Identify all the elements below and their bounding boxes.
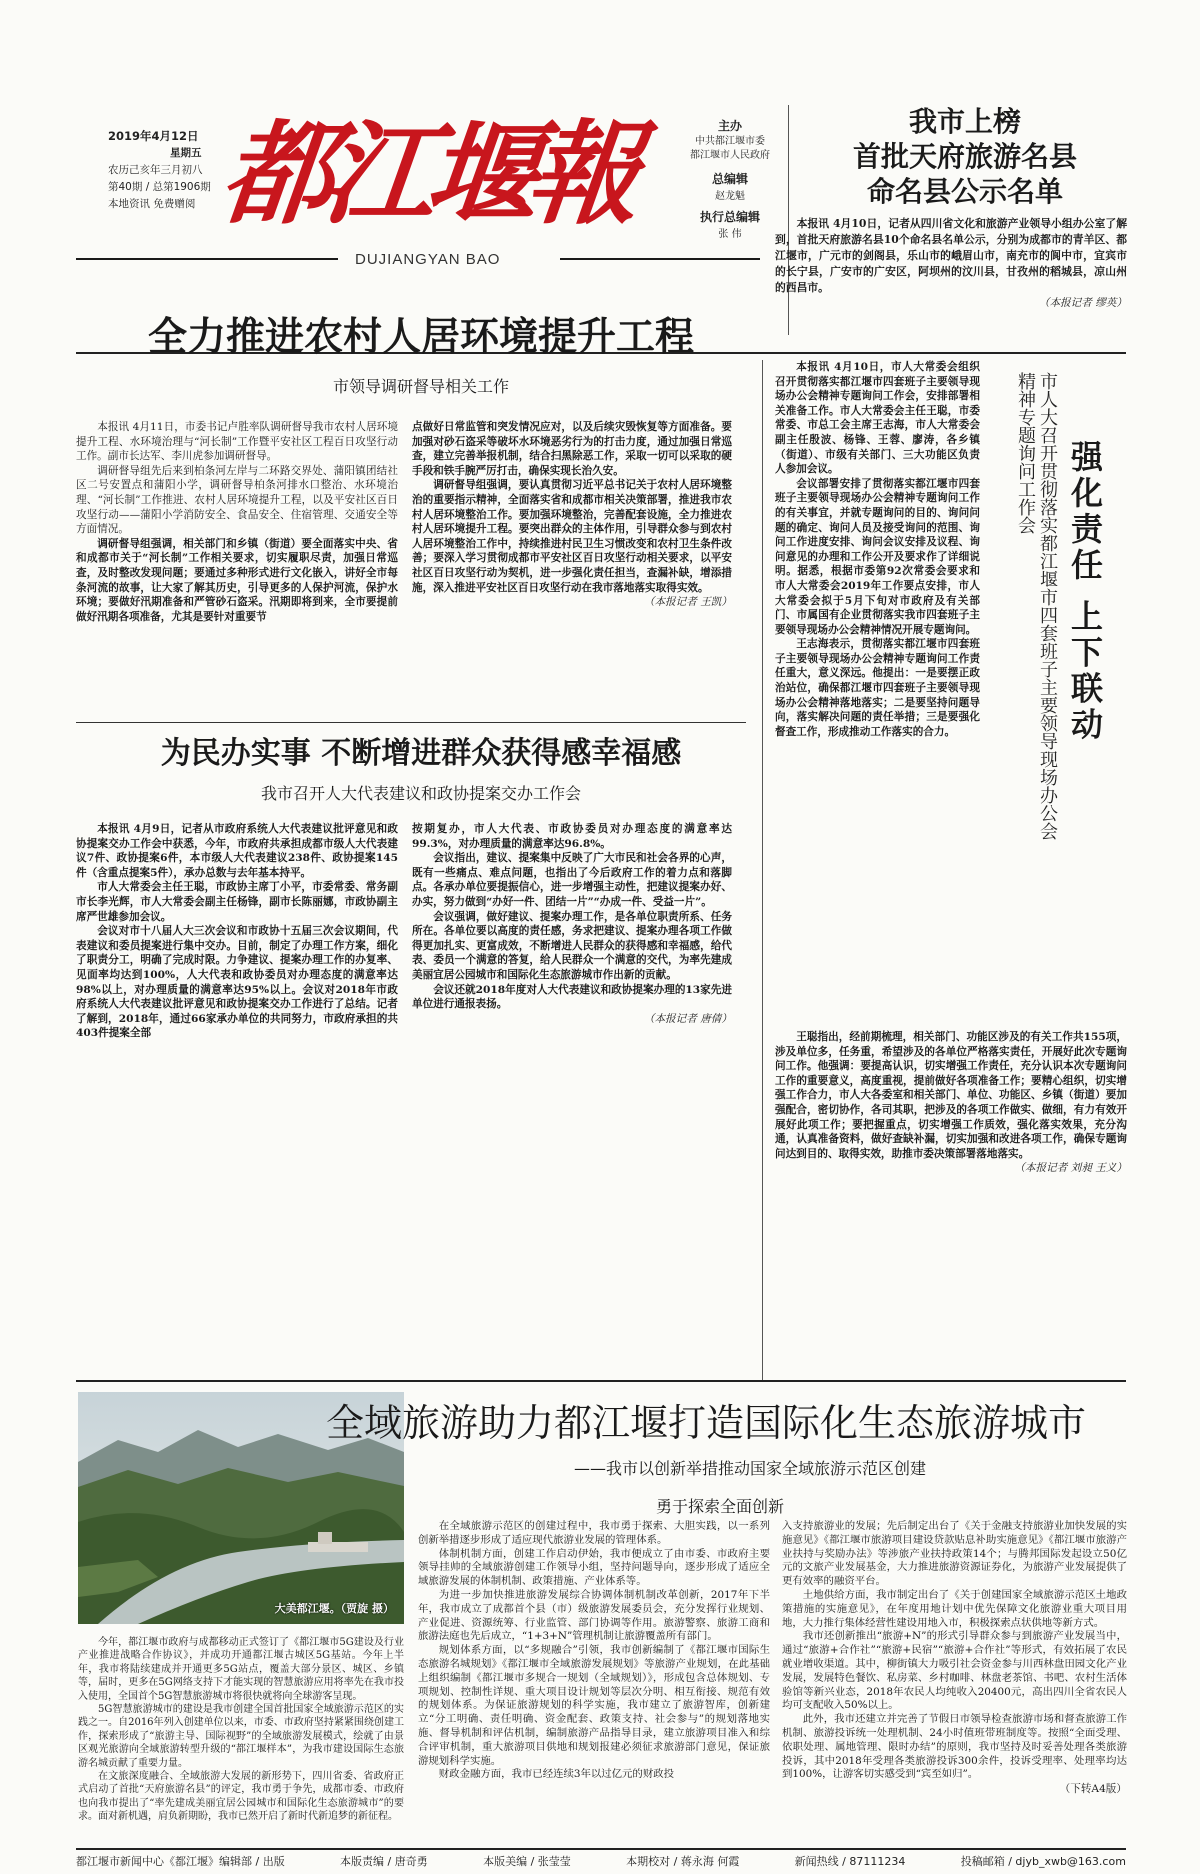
issue-number: 第40期 / 总第1906期	[108, 181, 211, 193]
issue-date: 2019年4月12日	[108, 129, 199, 143]
footer-hotline: 新闻热线 / 87111234	[794, 1855, 906, 1868]
byline: （本报记者 刘昶 王义）	[1014, 1162, 1127, 1175]
story-rural-col1	[76, 420, 398, 624]
masthead-underline-left	[76, 258, 338, 260]
free-notice: 本地资讯 免费赠阅	[108, 198, 196, 210]
masthead-left-meta	[108, 128, 226, 213]
paragraph: 会议对市十八届人大三次会议和市政协十五届三次会议期间，代表建议和委员提案进行集中交办。目前，制定了办理工作方案，细化了职责分工，明确了完成时限。力争建议、提案办理工作的办复率、见面率均达到100%，人大代表和政协委员对办理态度的满意率达98%以上，对办理质量的满意率达95%以上。会议对2018年市政府系统人大代表建议批评意见和政协提案交办工作进行了总结。记者了解到，2018年，通过66家承办单位的共同努力，市政府承担的共403件提案全部	[76, 925, 398, 1040]
paragraph: 土地供给方面，我市制定出台了《关于创建国家全域旅游示范区土地政策措施的实施意见》，在年度用地计划中优先保障文化旅游业重大项目用地，大力推行集体经营性建设用地入市，积极探索点状供地等新方式。	[782, 1588, 1127, 1629]
paragraph: 会议强调，做好建议、提案办理工作，是各单位职责所系、任务所在。各单位要以高度的责任感，务求把建议、提案办理各项工作做得更加扎实、更富成效，不断增进人民群众的获得感和幸福感，给代表、委员一个满意的答复，给人民群众一个满意的交代，为率先建成美丽宜居公园城市和国际化生态旅游城市作出新的贡献。	[412, 910, 732, 981]
story-inquiry-top	[775, 360, 980, 739]
paragraph: 此外，我市还建立并完善了节假日市领导检查旅游市场和督查旅游工作机制、旅游投诉统一处理机制、24小时值班带班制度等。按照“全面受理、依职处理、属地管理、限时办结”的原则，我市坚持及时妥善处理各类旅游投诉，其中2018年受理各类旅游投诉300余件，投诉受理率、处理率均达到100%，让游客切实感受到“宾至如归”。	[782, 1713, 1127, 1781]
paragraph: 本报讯 4月11日，市委书记卢胜率队调研督导我市农村人居环境提升工程、水环境治理与“河长制”工作暨平安社区工程百日攻坚行动工作。副市长达军、李川虎参加调研督导。	[76, 421, 398, 463]
headline-line-1: 我市上榜	[908, 105, 1021, 138]
jump-line: （下转A4版）	[1059, 1783, 1127, 1796]
story-rural-subhead: 市领导调研督导相关工作	[332, 377, 509, 396]
story-tourism-list-headline	[800, 104, 1130, 209]
issue-weekday: 星期五	[170, 147, 202, 159]
chief-name: 赵龙魁	[715, 191, 745, 202]
paragraph: 在文旅深度融合、全域旅游大发展的新形势下，四川省委、省政府正式启动了首批“天府旅游名县”的评定，我市勇于争先，成都市委、市政府也向我市提出了“率先建成美丽宜居公园城市和国际化生态旅游城市”的要求。面对新机遇，肩负新期盼，我市已然开启了新时代新追梦的新征程。	[78, 1771, 404, 1823]
story-inquiry-headline-main: 强化责任 上下联动	[1066, 440, 1104, 744]
story-tourism-city-headline: 全域旅游助力都江堰打造国际化生态旅游城市	[325, 1401, 1086, 1445]
footer-proof: 本期校对 / 蒋永海 何霞	[626, 1855, 740, 1868]
footer-publisher: 都江堰市新闻中心《都江堰》编辑部 / 出版	[76, 1855, 285, 1868]
paragraph: 在全域旅游示范区的创建过程中，我市勇于探索、大胆实践，以一系列创新举措逐步形成了适应现代旅游业发展的管理体系。	[418, 1520, 770, 1546]
paragraph: 我市还创新推出“旅游+N”的形式引导群众参与到旅游产业发展当中，通过“旅游+合作社”“旅游+民宿”“旅游+合作社”等形式，有效拓展了农民就业增收渠道。其中，柳街镇大力吸引社会资金参与川西林盘田园文化产业发展，发展特色餐饮、私房菜、乡村咖啡、林盘老茶馆、书吧、农村生活体验馆等新兴业态，2018年农民人均纯收入20400元，高出四川全省农民人均可支配收入50%以上。	[782, 1630, 1127, 1712]
byline: （本报记者 王凯）	[643, 596, 732, 609]
story-inquiry-bottom	[775, 1030, 1127, 1176]
paragraph: 点做好日常监管和突发情况应对，以及后续灾毁恢复等方面准备。要加强对砂石盗采等破坏水环境恶劣行为的打击力度，通过加强日常巡查，建立完善举报机制，结合扫黑除恶工作，采取一切可以采取的硬手段和铁手腕严厉打击，确保实现长治久安。	[412, 421, 732, 477]
byline: （本报记者 唐倩）	[643, 1012, 732, 1025]
masthead-title: 都江堰報	[215, 109, 637, 240]
photo-caption: 大美都江堰。（贾旋 摄）	[274, 1602, 394, 1615]
footer-rule	[76, 1848, 1126, 1850]
headline-line-3: 命名县公示名单	[866, 175, 1063, 208]
paragraph: 会议还就2018年度对人大代表建议和政协提案办理的13家先进单位进行通报表扬。	[412, 983, 732, 1011]
paragraph: 财政金融方面，我市已经连续3年以过亿元的财政投	[438, 1768, 674, 1781]
paragraph: 会议指出，建议、提案集中反映了广大市民和社会各界的心声，既有一些痛点、难点问题，也指出了今后政府工作的着力点和落脚点。各承办单位要提振信心，进一步增强主动性，把建议提案办好、办实，努力做到“办好一件、团结一片”“办成一件、受益一片”。	[412, 852, 732, 908]
exec-label: 执行总编辑	[699, 210, 760, 224]
story-tourism-list-body	[775, 216, 1127, 311]
masthead-right-meta	[680, 118, 780, 243]
paragraph: 调研督导组强调，要认真贯彻习近平总书记关于农村人居环境整治的重要指示精神，全面落实省和成都市相关决策部署，推进我市农村人居环境整治工作。要加强环境整治，完善配套设施，全力推进农村人居环境提升工程。要突出群众的主体作用，引导群众参与到农村人居环境整治工作中，持续推进村民卫生习惯改变和农村卫生条件改善；要深入学习贯彻成都市平安社区百日攻坚行动相关要求，以平安社区百日攻坚行动为契机，进一步强化责任担当，查漏补缺，增添措施，深入推进平安社区百日攻坚行动在我市落地落实取得实效。	[412, 479, 732, 594]
paragraph: 按期复办，市人大代表、市政协委员对办理态度的满意率达99.3%，对办理质量的满意率达96.8%。	[412, 823, 732, 850]
story-rural-col2	[412, 420, 732, 610]
story-tourism-city-subhead: ——我市以创新举措推动国家全域旅游示范区创建	[573, 1459, 926, 1478]
story-tourism-city-section: 勇于探索全面创新	[655, 1497, 784, 1516]
column-divider-right	[762, 360, 763, 1380]
story-proposals-col2	[412, 822, 732, 1026]
paragraph: 5G智慧旅游城市的建设是我市创建全国首批国家全域旅游示范区的实践之一。自2016年列入创建单位以来，市委、市政府坚持紧紧围绕创建工作，探索形成了“旅游主导、国际视野”的全域旅游发展模式，绘就了由景区观光旅游向全域旅游转型升级的“都江堰样本”，为我市建设国际生态旅游名城贡献了重要力量。	[78, 1704, 404, 1769]
paragraph: 本报讯 4月9日，记者从市政府系统人大代表建议批评意见和政协提案交办工作会中获悉，今年，市政府共承担成都市级人大代表建议7件、政协提案6件，本市级人大代表建议238件、政协提案145件（含重点提案5件），承办总数与去年基本持平。	[76, 823, 398, 879]
host-2: 都江堰市人民政府	[690, 150, 770, 161]
story-proposals-subhead: 我市召开人大代表建议和政协提案交办工作会	[260, 784, 581, 803]
paragraph: 为进一步加快推进旅游发展综合协调体制机制改革创新，2017年下半年，我市成立了成都首个县（市）级旅游发展委员会，充分发挥行业规划、产业促进、资源统筹、行业监管、部门协调等作用。旅游警察、旅游工商和旅游法庭也先后成立，“1+3+N”管理机制让旅游覆盖所有部门。	[418, 1588, 770, 1643]
headline-line-2: 首批天府旅游名县	[852, 140, 1077, 173]
paragraph: 本报讯 4月10日，记者从四川省文化和旅游产业领导小组办公室了解到，首批天府旅游名县10个命名县名单公示，分别为成都市的青羊区、都江堰市，广元市的剑阁县，乐山市的峨眉山市，南充市的阆中市，宜宾市的长宁县，广安市的广安区，阿坝州的汶川县，甘孜州的稻城县，凉山州的西昌市。	[775, 217, 1127, 294]
exec-name: 张 伟	[718, 229, 742, 240]
paragraph: 会议部署安排了贯彻落实都江堰市四套班子主要领导现场办公会精神专题询问工作的有关事宜，并就专题询问的目的、询问问题的确定、询问人员及接受询问的范围、询问工作进度安排、询问会议安排及议程、询问意见的办理和工作公开及要求作了详细说明。据悉，根据市委第92次常委会要求和市人大常委会2019年工作要点安排，市人大常委会拟于5月下旬对市政府及有关部门、市属国有企业贯彻落实我市四套班子主要领导现场办公会精神情况开展专题询问。	[775, 477, 980, 636]
host-label: 主办	[717, 119, 742, 133]
paragraph: 调研督导组强调，相关部门和乡镇（街道）要全面落实中央、省和成都市关于“河长制”工作相关要求，切实履职尽责，加强日常巡查，及时整改发现问题；要通过多种形式进行文化嵌入，讲好全市每条河流的故事，让大家了解其历史，引导更多的人保护河流，保护水环境；要做好汛期准备和严管砂石盗采。汛期即将到来，全市要提前做好汛期各项准备，尤其是要针对重要节	[76, 537, 398, 623]
story-proposals-headline: 为民办实事 不断增进群众获得感幸福感	[160, 736, 682, 771]
paragraph: 本报讯 4月10日，市人大常委会组织召开贯彻落实都江堰市四套班子主要领导现场办公会精神专题询问工作会，安排部署相关准备工作。市人大常委会主任王聪，市委常委、市总工会主席王志海，市人大常委会副主任殷波、杨锋、王蓉、廖涛，各乡镇（街道）、市级有关部门、三大功能区负责人参加会议。	[775, 361, 980, 476]
story-rural-headline: 全力推进农村人居环境提升工程	[147, 315, 694, 360]
paragraph: 今年，都江堰市政府与成都移动正式签订了《都江堰市5G建设及行业产业推进战略合作协议》，并成功开通都江堰古城区5G基站。今年上半年，我市将陆续建成并开通更多5G站点，覆盖大部分景区、城区、乡镇等，届时，更多在5G网络支持下才能实现的智慧旅游应用将率先在我市投入使用，全国首个5G智慧旅游城市将很快就将向全球游客呈现。	[78, 1637, 404, 1702]
paragraph: 调研督导组先后来到柏条河左岸与二环路交界处、蒲阳镇团结社区二号安置点和蒲阳小学，调研督导柏条河排水口整治、水环境治理、“河长制”工作推进、农村人居环境提升工程，以及平安社区百日攻坚行动——蒲阳小学消防安全、食品安全、住宿管理、交通安全等方面情况。	[76, 464, 398, 536]
story-tourism-city-left	[78, 1636, 404, 1824]
paragraph: 体制机制方面，创建工作启动伊始，我市便成立了由市委、市政府主要领导挂帅的全域旅游创建工作领导小组，坚持问题导向，逐步形成了适应全域旅游发展的体制机制、政策措施、产业体系等。	[418, 1547, 770, 1588]
host-1: 中共都江堰市委	[695, 136, 765, 147]
byline: （本报记者 缪英）	[1038, 297, 1127, 309]
story-tourism-city-right	[782, 1520, 1127, 1797]
paragraph: 入支持旅游业的发展；先后制定出台了《关于金融支持旅游业加快发展的实施意见》《都江堰市旅游项目建设贷款贴息补助实施意见》《都江堰市旅游产业扶持与奖励办法》等涉旅产业扶持政策14个；与腾邦国际发起设立50亿元的文旅产业发展基金，大力推进旅游资源证券化，为旅游产业发展提供了更有效率的融资平台。	[782, 1520, 1127, 1588]
masthead-pinyin: DUJIANGYAN BAO	[355, 251, 501, 268]
paragraph: 王志海表示，贯彻落实都江堰市四套班子主要领导现场办公会精神专题询问工作责任重大，意义深远。他提出：一是要摆正政治站位，确保都江堰市四套班子主要领导现场办公会精神落地落实；二是要坚持问题导向，落实解决问题的责任举措；三是要强化督查工作，形成推动工作落实的合力。	[775, 638, 980, 738]
divider-rural	[76, 722, 746, 723]
footer-editor: 本版责编 / 唐奇勇	[340, 1855, 428, 1868]
lunar-date: 农历己亥年三月初八	[108, 164, 203, 176]
story-tourism-city-mid	[418, 1520, 770, 1782]
paragraph: 市人大常委会主任王聪，市政协主席丁小平，市委常委、常务副市长李光辉，市人大常委会副主任杨锋，副市长陈丽娜，市政协副主席严世雄参加会议。	[76, 881, 398, 923]
footer	[76, 1853, 1126, 1869]
paragraph: 规划体系方面，以“多规融合”引领，我市创新编制了《都江堰市国际生态旅游名城规划》《都江堰市全域旅游发展规划》等旅游产业规划，在此基础上组织编制《都江堰市多规合一规划（全域规划）》，形成包含总体规划、专项规划、控制性详规、重大项目设计规划等层次分明、相互衔接、规范有效的规划体系。为保证旅游规划的科学实施，我市建立了旅游智库，创新建立“分工明确、责任明确、资金配套、政策支持、社会参与”的规划落地实施、督导机制和评估机制，编制旅游产品指导目录，建立旅游项目准入和综合评审机制，重大旅游项目供地和规划报建必须征求旅游部门意见，保证旅游规划科学实施。	[418, 1644, 770, 1767]
story-proposals-col1	[76, 822, 398, 1041]
paragraph: 王聪指出，经前期梳理，相关部门、功能区涉及的有关工作共155项，涉及单位多，任务重，希望涉及的各单位严格落实责任，开展好此次专题询问工作。他强调：要提高认识，切实增强工作责任，充分认识本次专题询问工作的重要意义，高度重视，提前做好各项准备工作；要精心组织，切实增强工作合力，市人大各委室和相关部门、单位、功能区、乡镇（街道）要加强配合，密切协作，各司其职，把涉及的各项工作做实、做细，有力有效开展好此项工作；要把握重点，切实增强工作质效，强化落实效果，充分沟通，认真准备资料，做好查缺补漏，切实加强和改进各项工作，确保专题询问达到目的、取得实效，助推市委决策部署落地落实。	[775, 1031, 1127, 1160]
footer-designer: 本版美编 / 张莹莹	[483, 1855, 571, 1868]
chief-label: 总编辑	[711, 172, 748, 186]
footer-email[interactable]: 投稿邮箱 / djyb_xwb@163.com	[960, 1855, 1126, 1868]
divider-section	[76, 1380, 1126, 1382]
story-inquiry-headline-sub: 市人大召开贯彻落实都江堰市四套班子主要领导现场办公会精神专题询问工作会	[1015, 372, 1058, 840]
masthead-underline-right	[560, 258, 760, 260]
